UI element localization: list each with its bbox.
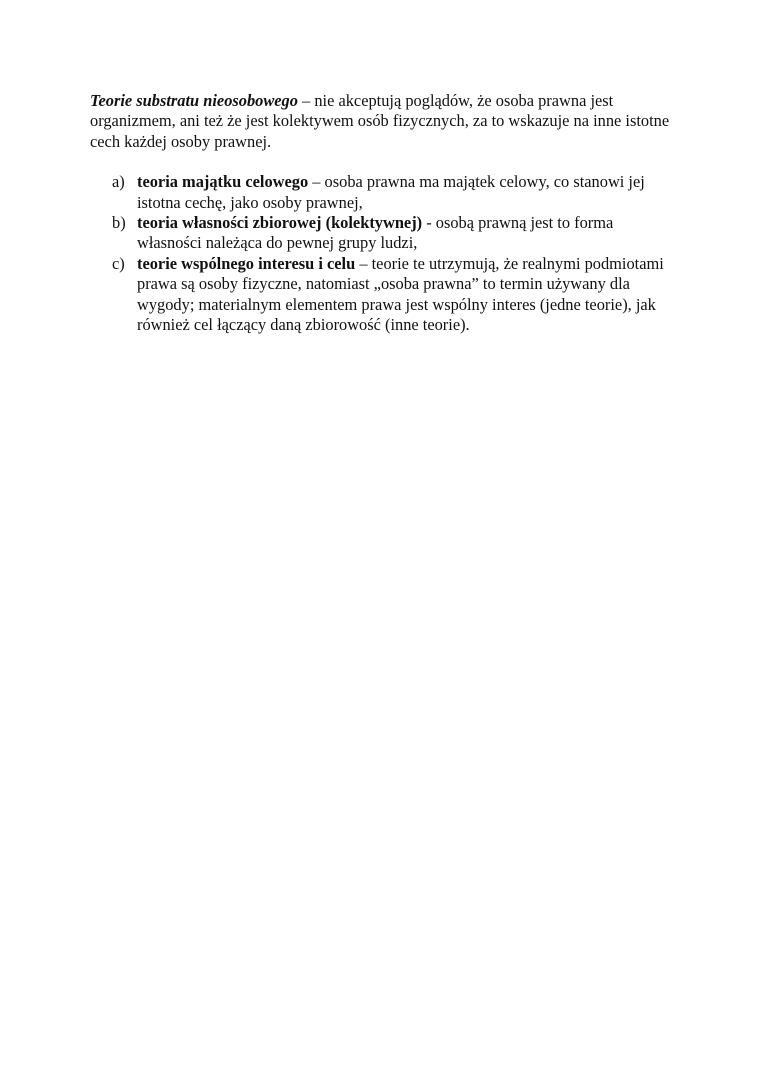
document-content xyxy=(90,91,680,335)
list-item-text: – osoba prawna ma majątek celowy, co stanowi jej istotna cechę, jako osoby prawnej, xyxy=(137,172,645,212)
intro-text: – nie akceptują poglądów, że osoba prawna jest organizmem, ani też że jest kolektywem osób fizycznych, za to wskazuje na inne istotne cech każdej osoby prawnej. xyxy=(90,91,670,151)
theories-list xyxy=(90,172,680,335)
list-item xyxy=(90,213,680,254)
list-marker: a) xyxy=(112,172,125,192)
list-item xyxy=(90,172,680,213)
list-item-term: teoria majątku celowego xyxy=(137,172,309,192)
list-item-text: - osobą prawną jest to forma własności należąca do pewnej grupy ludzi, xyxy=(137,213,614,253)
list-marker: c) xyxy=(112,253,125,273)
list-item-term: teorie wspólnego interesu i celu xyxy=(137,253,356,273)
intro-paragraph xyxy=(90,91,680,152)
list-item-text: – teorie te utrzymują, że realnymi podmiotami prawa są osoby fizyczne, natomiast „osoba prawna” to termin używany dla wygody; materialnym elementem prawa jest wspólny interes (jedne teorie), jak również cel łączący daną zbiorowość (inne teorie). xyxy=(137,253,664,335)
list-marker: b) xyxy=(112,213,126,233)
list-item-term: teoria własności zbiorowej (kolektywnej) xyxy=(137,213,423,233)
intro-term: Teorie substratu nieosobowego xyxy=(90,91,298,110)
list-item xyxy=(90,254,680,336)
